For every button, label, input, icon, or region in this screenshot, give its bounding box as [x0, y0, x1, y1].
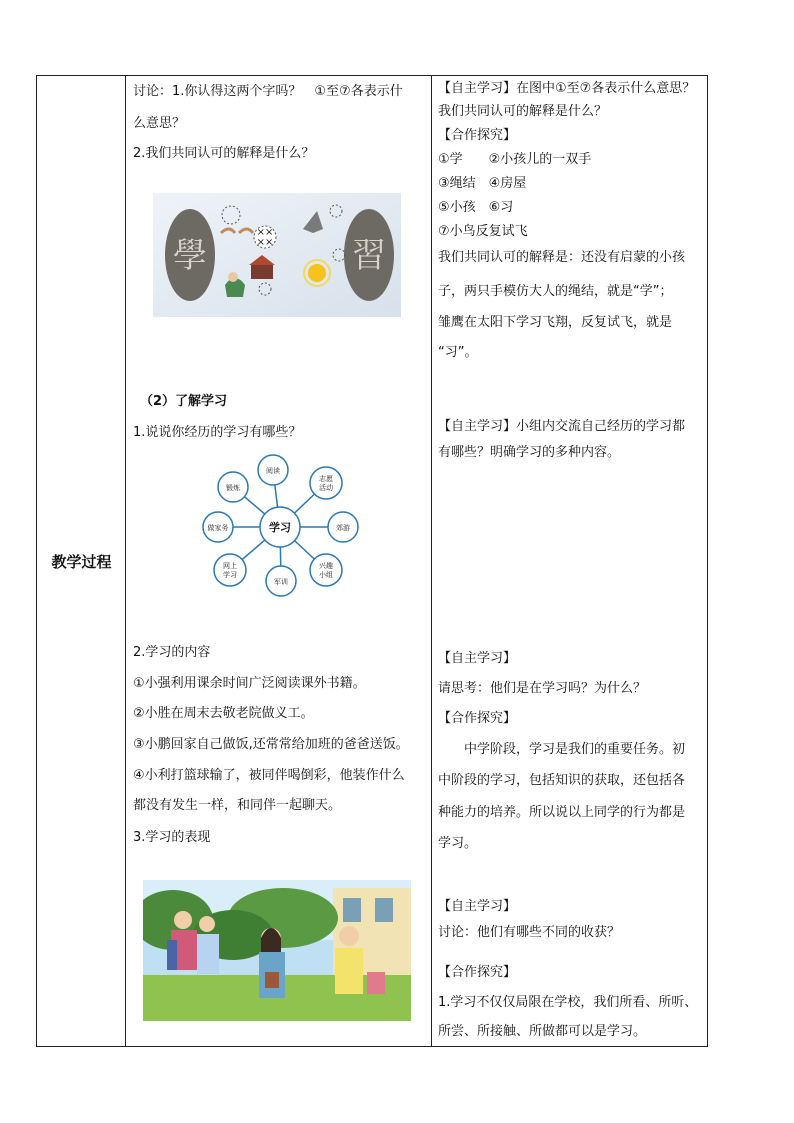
right-line-13: 有哪些？明确学习的多种内容。	[438, 445, 621, 460]
content-item-4a: ④小利打篮球输了，被同伴喝倒彩，他装作什么	[133, 768, 405, 783]
learning-mind-map	[185, 450, 375, 605]
right-line-7: ⑦小鸟反复试飞	[438, 224, 528, 239]
question-1: 1.说说你经历的学习有哪些？	[133, 425, 302, 440]
right-line-3: 【合作探究】	[438, 128, 517, 143]
right-line-17: 中学阶段，学习是我们的重要任务。初	[438, 742, 686, 757]
section-heading-understand-learning: （2）了解学习	[140, 394, 228, 409]
students-illustration	[143, 880, 411, 1021]
right-line-25: 所尝、所接触、所做都可以是学习。	[438, 1024, 647, 1039]
right-line-10: 雏鹰在太阳下学习飞翔，反复试飞，就是	[438, 315, 673, 330]
right-line-18: 中阶段的学习，包括知识的获取，还包括各	[438, 773, 686, 788]
svg-text:××: ××	[256, 237, 274, 248]
performance-title: 3.学习的表现	[133, 830, 211, 845]
right-line-12: 【自主学习】小组内交流自己经历的学习都	[438, 419, 686, 434]
right-line-22: 讨论：他们有哪些不同的收获？	[438, 925, 621, 940]
right-line-4: ①学 ②小孩儿的一双手	[438, 152, 592, 167]
mind-node-text: 志愿	[319, 475, 333, 483]
right-line-24: 1.学习不仅仅局限在学校，我们所看、所听、	[438, 995, 698, 1010]
right-line-2: 我们共同认可的解释是什么？	[438, 104, 608, 119]
discussion-line-1: 讨论：1.你认得这两个字吗？ ①至⑦各表示什	[133, 84, 403, 99]
discussion-line-2: 么意思？	[133, 116, 186, 131]
right-line-8: 我们共同认可的解释是：还没有启蒙的小孩	[438, 250, 686, 265]
content-item-1: ①小强利用课余时间广泛阅读课外书籍。	[133, 676, 366, 691]
right-line-16: 【合作探究】	[438, 711, 517, 726]
section-label: 教学过程	[51, 552, 112, 571]
mind-center-text: 学习	[269, 521, 291, 534]
right-line-20: 学习。	[438, 836, 478, 851]
right-line-15: 请思考：他们是在学习吗？为什么？	[438, 681, 647, 696]
right-line-14: 【自主学习】	[438, 651, 517, 666]
mind-node-text: 活动	[319, 484, 333, 492]
seal-xi-glyph: 習	[352, 236, 386, 276]
mind-node-text: 小组	[319, 571, 333, 579]
mind-node-text: 学习	[223, 571, 237, 579]
content-title: 2.学习的内容	[133, 645, 211, 660]
svg-text:××: ××	[256, 227, 274, 238]
right-line-11: “习”。	[438, 345, 478, 360]
seal-xue-glyph: 學	[173, 236, 207, 276]
discussion-line-3: 2.我们共同认可的解释是什么？	[133, 146, 315, 161]
mind-node-text: 锻炼	[226, 484, 240, 492]
seal-characters-image	[153, 193, 401, 317]
content-item-2: ②小胜在周末去敬老院做义工。	[133, 706, 314, 721]
content-item-3: ③小鹏回家自己做饭,还常常给加班的爸爸送饭。	[133, 737, 409, 752]
right-line-9: 子，两只手模仿大人的绳结，就是“学”；	[438, 284, 673, 299]
mind-node-text: 阅读	[266, 467, 280, 475]
right-line-5: ③绳结 ④房屋	[438, 176, 527, 191]
right-line-6: ⑤小孩 ⑥习	[438, 200, 514, 215]
column-divider-2	[431, 76, 432, 1046]
mind-node-text: 网上	[223, 562, 237, 570]
mind-node-text: 兴趣	[319, 562, 333, 570]
right-line-1: 【自主学习】在图中①至⑦各表示什么意思？	[438, 81, 696, 96]
right-line-21: 【自主学习】	[438, 899, 517, 914]
content-item-4b: 都没有发生一样，和同伴一起聊天。	[133, 798, 342, 813]
right-line-19: 种能力的培养。所以说以上同学的行为都是	[438, 805, 686, 820]
right-line-23: 【合作探究】	[438, 965, 517, 980]
mind-node-text: 郊游	[336, 524, 350, 532]
mind-node-text: 军训	[274, 578, 288, 586]
mind-node-text: 做家务	[207, 524, 229, 532]
